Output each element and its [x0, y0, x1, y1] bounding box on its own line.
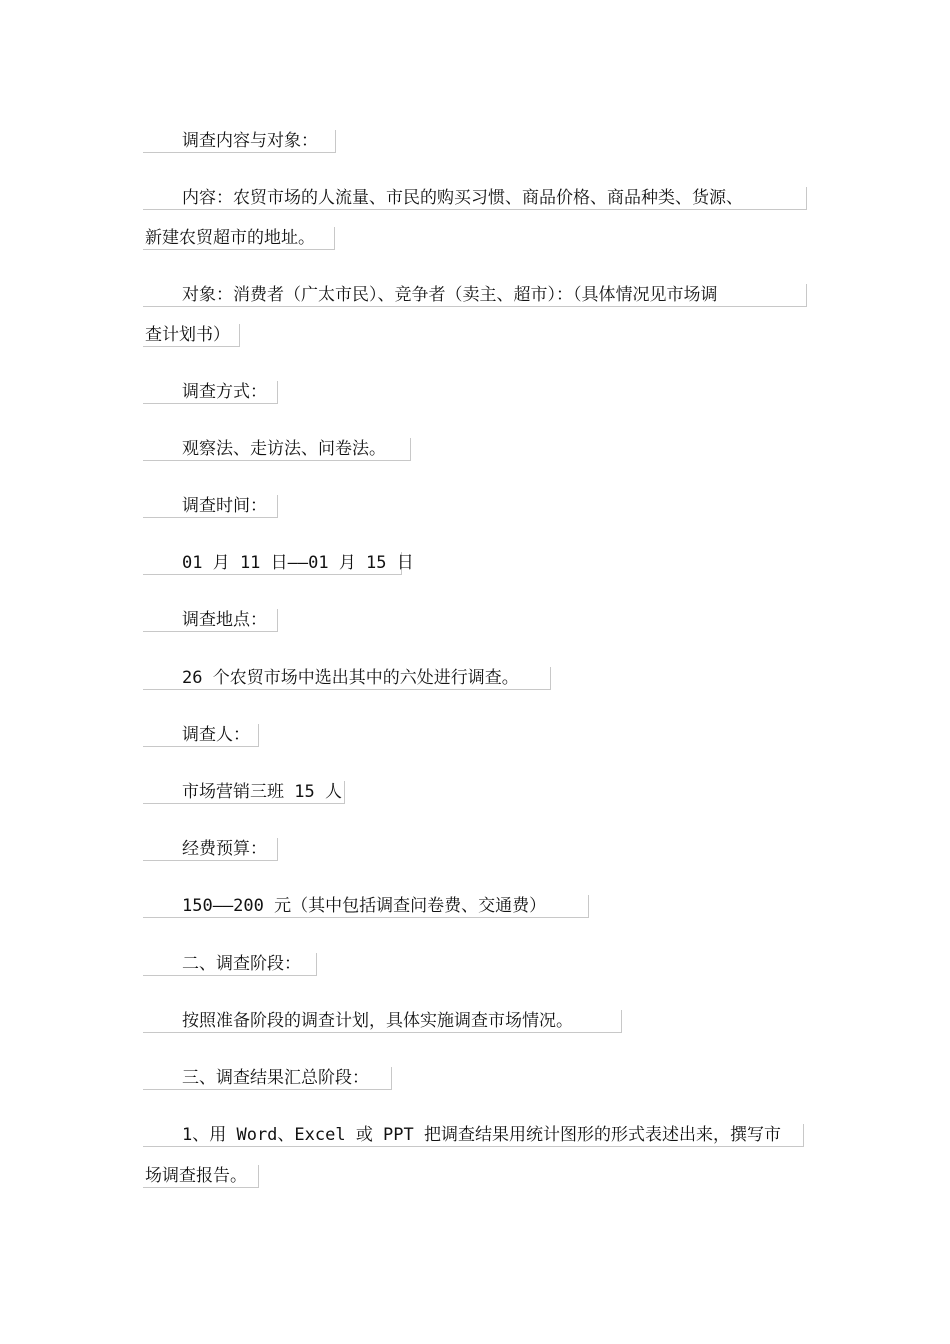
heading-budget: 经费预算： — [143, 838, 278, 861]
heading-summary-phase: 三、调查结果汇总阶段： — [143, 1067, 392, 1090]
heading-survey-content-and-targets: 调查内容与对象： — [143, 130, 336, 153]
heading-surveyors: 调查人： — [143, 724, 259, 747]
paragraph-survey-phase: 按照准备阶段的调查计划，具体实施调查市场情况。 — [143, 1010, 622, 1033]
heading-survey-time: 调查时间： — [143, 495, 278, 518]
heading-survey-phase: 二、调查阶段： — [143, 953, 317, 976]
heading-survey-location: 调查地点： — [143, 609, 278, 632]
paragraph-survey-method: 观察法、走访法、问卷法。 — [143, 438, 411, 461]
paragraph-content-line-2: 新建农贸超市的地址。 — [143, 227, 335, 250]
paragraph-survey-time: 01 月 11 日——01 月 15 日 — [143, 552, 402, 575]
paragraph-survey-location: 26 个农贸市场中选出其中的六处进行调查。 — [143, 667, 551, 690]
paragraph-summary-step-1-line-1: 1、用 Word、Excel 或 PPT 把调查结果用统计图形的形式表述出来，撰写市 — [143, 1124, 804, 1147]
paragraph-targets-line-2: 查计划书） — [143, 324, 240, 347]
paragraph-surveyors: 市场营销三班 15 人 — [143, 781, 345, 804]
paragraph-budget: 150——200 元（其中包括调查问卷费、交通费） — [143, 895, 589, 918]
paragraph-content-line-1: 内容：农贸市场的人流量、市民的购买习惯、商品价格、商品种类、货源、 — [143, 187, 807, 210]
heading-survey-method: 调查方式： — [143, 381, 278, 404]
paragraph-targets-line-1: 对象：消费者（广太市民）、竞争者（卖主、超市）：（具体情况见市场调 — [143, 284, 807, 307]
paragraph-summary-step-1-line-2: 场调查报告。 — [143, 1165, 259, 1188]
